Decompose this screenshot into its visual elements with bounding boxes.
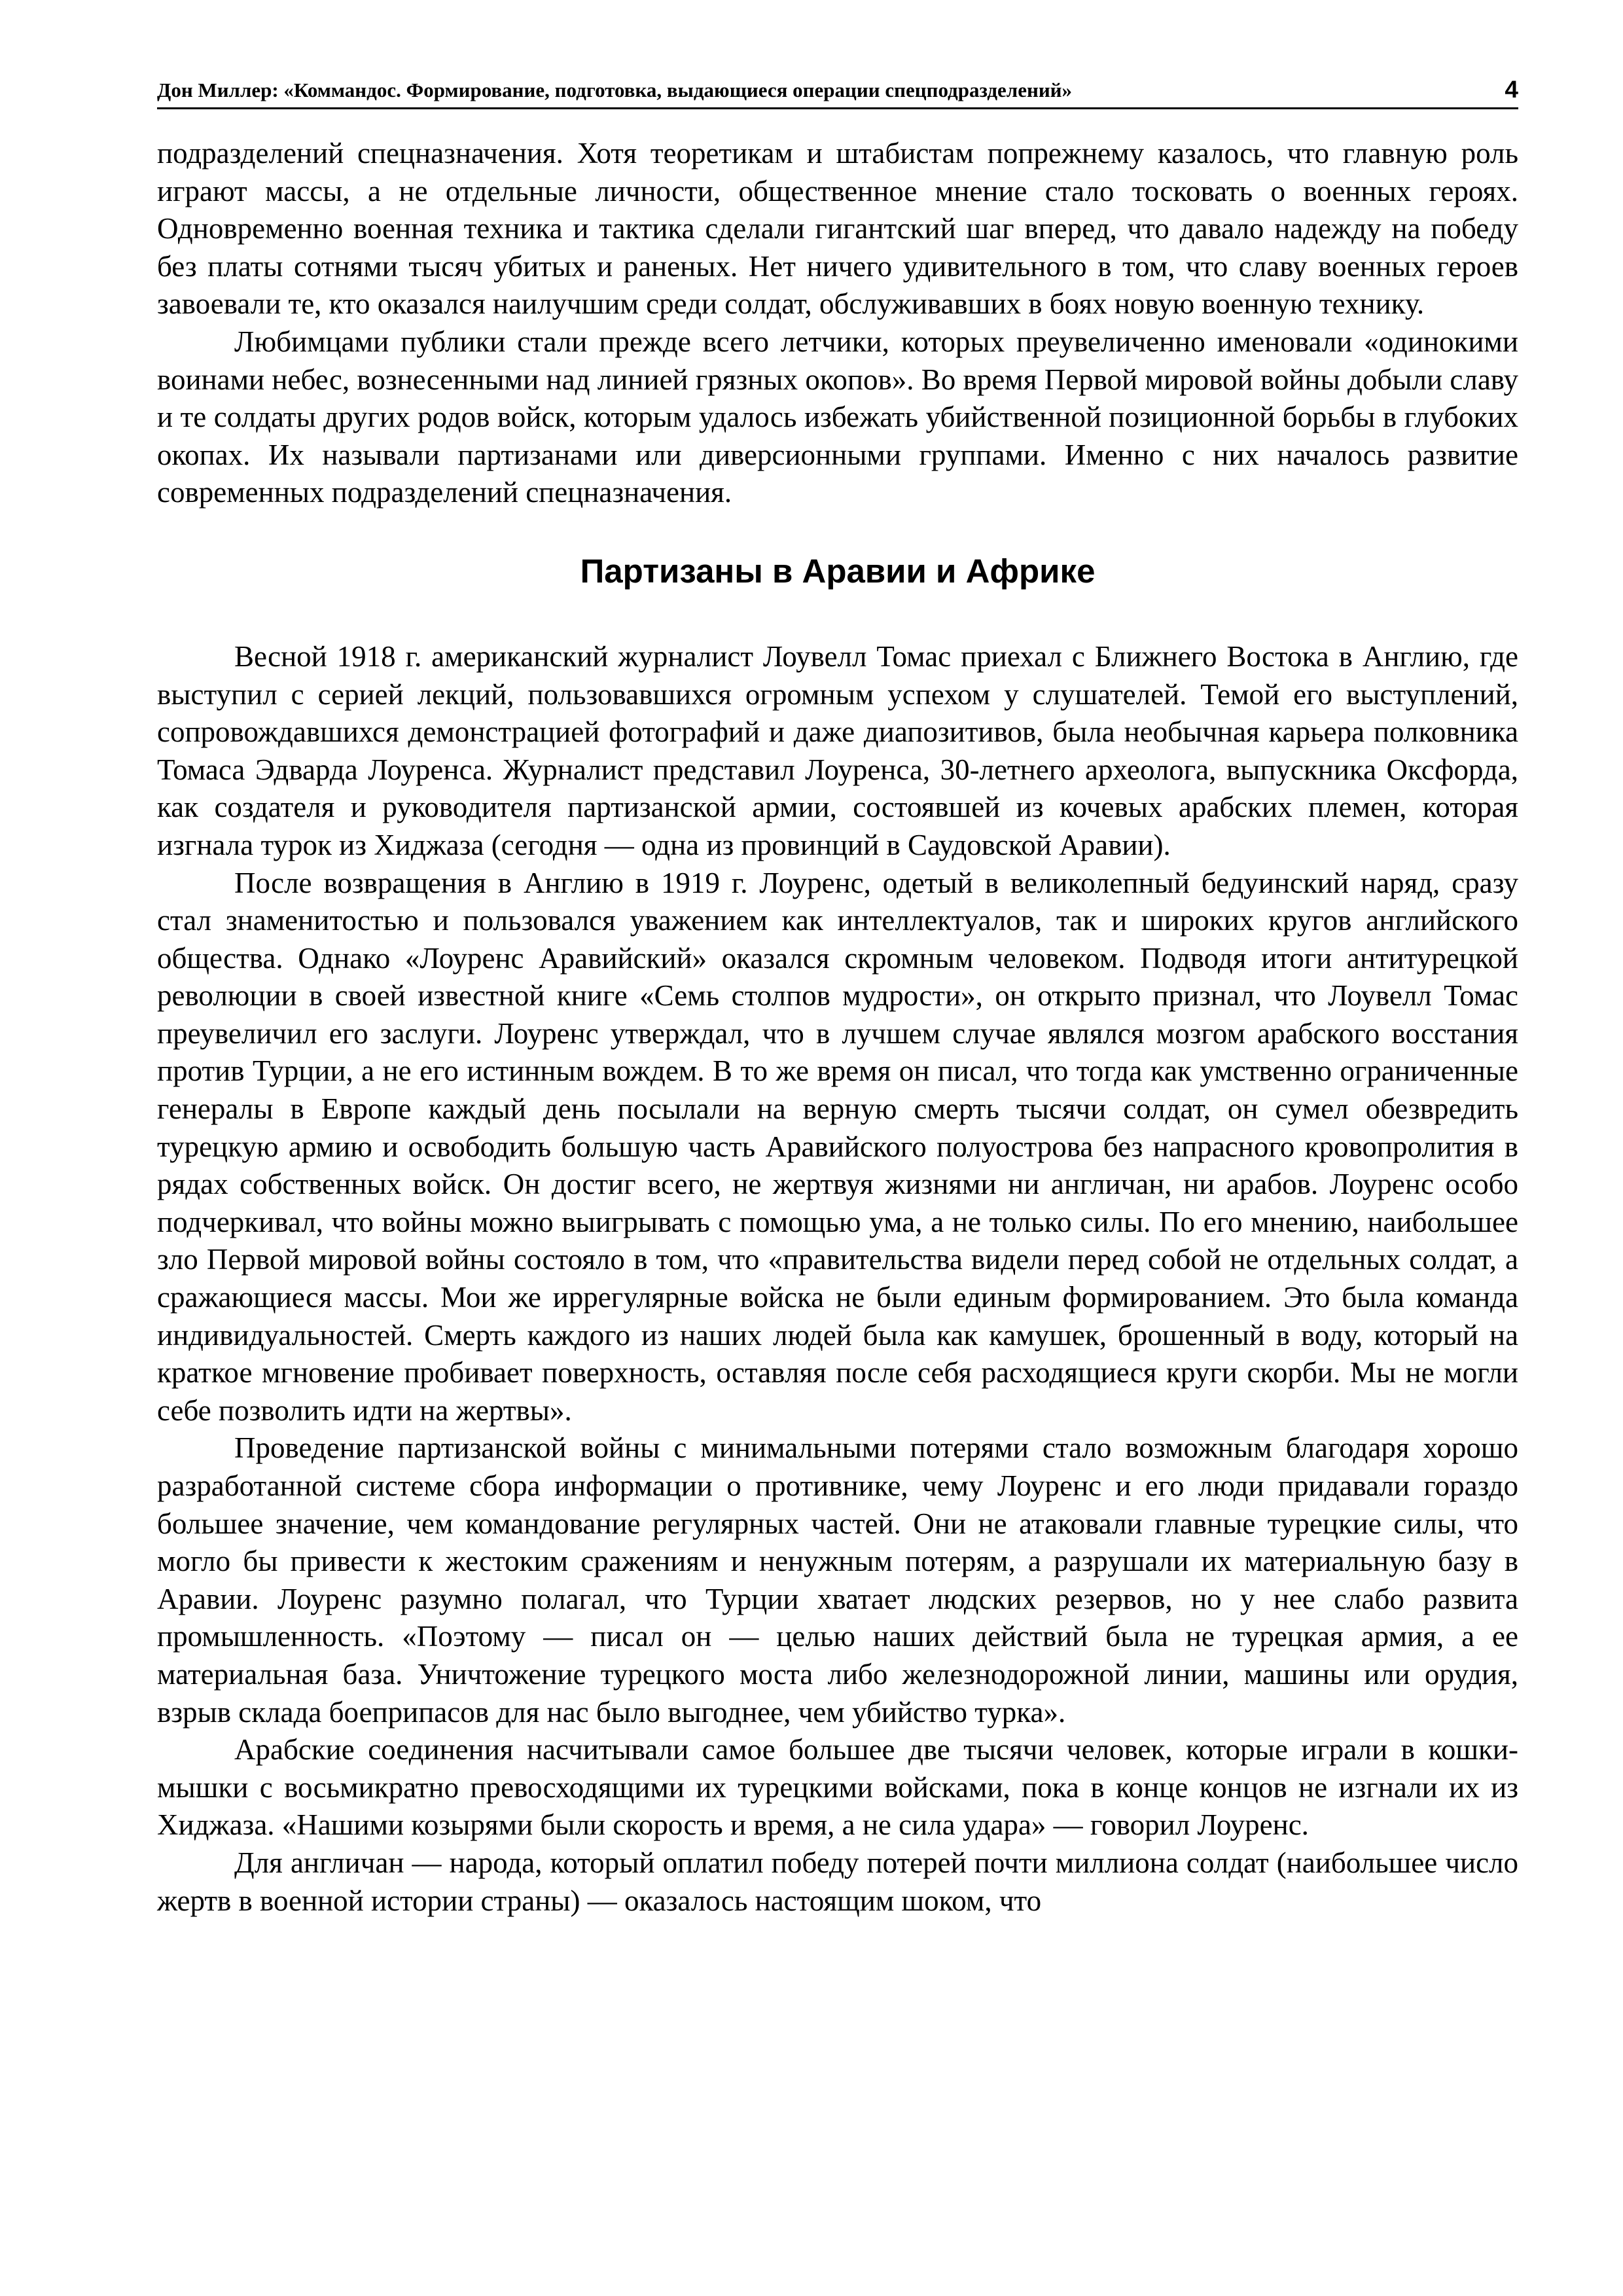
paragraph: Для англичан — народа, который оплатил победу потерей почти миллиона солдат (наибольшее число жертв в военной истории страны) — оказалось настоящим шоком, что bbox=[157, 1846, 1518, 1917]
paragraph: Весной 1918 г. американский журналист Лоувелл Томас приехал с Ближнего Востока в Англию, где выступил с серией лекций, пользовавшихся огромным успехом у слушателей. Темой его выступлений, сопровождавшихся демонстрацией фотографий и даже диапозитивов, была необычная карьера полковника Томаса Эдварда Лоуренса. Журналист представил Лоуренса, 30-летнего археолога, выпускника Оксфорда, как создателя и руководителя партизанской армии, состоявшей из кочевых арабских племен, которая изгнала турок из Хиджаза (сегодня — одна из провинций в Саудовской Аравии). bbox=[157, 639, 1518, 861]
section-heading: Партизаны в Аравии и Африке bbox=[580, 552, 1096, 590]
paragraph: Арабские соединения насчитывали самое большее две тысячи человек, которые играли в кошки-мышки с восьмикратно превосходящими их турецкими войсками, пока в конце концов не изгнали их из Хиджаза. «Нашими козырями были скорость и время, а не сила удара» — говорил Лоуренс. bbox=[157, 1733, 1518, 1842]
paragraph: После возвращения в Англию в 1919 г. Лоуренс, одетый в великолепный бедуинский наряд, сразу стал знаменитостью и пользовался уважением как интеллектуалов, так и широких кругов английского общества. Однако «Лоуренс Аравийский» оказался скромным человеком. Подводя итоги антитурецкой революции в своей известной книге «Семь столпов мудрости», он открыто признал, что Лоувелл Томас преувеличил его заслуги. Лоуренс утверждал, что в лучшем случае являлся мозгом арабского восстания против Турции, а не его истинным вождем. В то же время он писал, что тогда как умственно ограниченные генералы в Европе каждый день посылали на верную смерть тысячи солдат, он сумел обезвредить турецкую армию и освободить большую часть Аравийского полуострова без напрасного кровопролития в рядах собственных войск. Он достиг всего, не жертвуя жизнями ни англичан, ни арабов. Лоуренс особо подчеркивал, что войны можно выигрывать с помощью ума, а не только силы. По его мнению, наибольшее зло Первой мировой войны состояло в том, что «правительства видели перед собой не отдельных солдат, а сражающиеся массы. Мои же иррегулярные войска не были единым формированием. Это была команда индивидуальностей. Смерть каждого из наших людей была как камушек, брошенный в воду, который на краткое мгновение пробивает поверхность, оставляя после себя расходящиеся круги скорби. Мы не могли себе позволить идти на жертвы». bbox=[157, 866, 1518, 1427]
running-header bbox=[157, 73, 1518, 109]
running-title: Дон Миллер: «Коммандос. Формирование, подготовка, выдающиеся операции спецподразделений» bbox=[157, 79, 1073, 101]
paragraph-continued: подразделений спецназначения. Хотя теоретикам и штабистам попрежнему казалось, что главную роль играют массы, а не отдельные личности, общественное мнение стало тосковать о военных героях. Одновременно военная техника и тактика сделали гигантский шаг вперед, что давало надежду на победу без платы сотнями тысяч убитых и раненых. Нет ничего удивительного в том, что славу военных героев завоевали те, кто оказался наилучшим среди солдат, обслуживавших в боях новую военную технику. bbox=[157, 137, 1518, 321]
page-number: 4 bbox=[1505, 76, 1518, 103]
paragraph: Любимцами публики стали прежде всего летчики, которых преувеличенно именовали «одинокими воинами небес, вознесенными над линией грязных окопов». Во время Первой мировой войны добыли славу и те солдаты других родов войск, которым удалось избежать убийственной позиционной борьбы в глубоких окопах. Их называли партизанами или диверсионными группами. Именно с них началось развитие современных подразделений спецназначения. bbox=[157, 325, 1518, 509]
body-text bbox=[157, 135, 1518, 1920]
paragraph: Проведение партизанской войны с минимальными потерями стало возможным благодаря хорошо разработанной системе сбора информации о противнике, чему Лоуренс и его люди придавали гораздо большее значение, чем командование регулярных частей. Они не атаковали главные турецкие силы, что могло бы привести к жестоким сражениям и ненужным потерям, а разрушали их материальную базу в Аравии. Лоуренс разумно полагал, что Турции хватает людских резервов, но у нее слабо развита промышленность. «Поэтому — писал он — целью наших действий была не турецкая армия, а ее материальная база. Уничтожение турецкого моста либо железнодорожной линии, машины или орудия, взрыв склада боеприпасов для нас было выгоднее, чем убийство турка». bbox=[157, 1431, 1518, 1729]
